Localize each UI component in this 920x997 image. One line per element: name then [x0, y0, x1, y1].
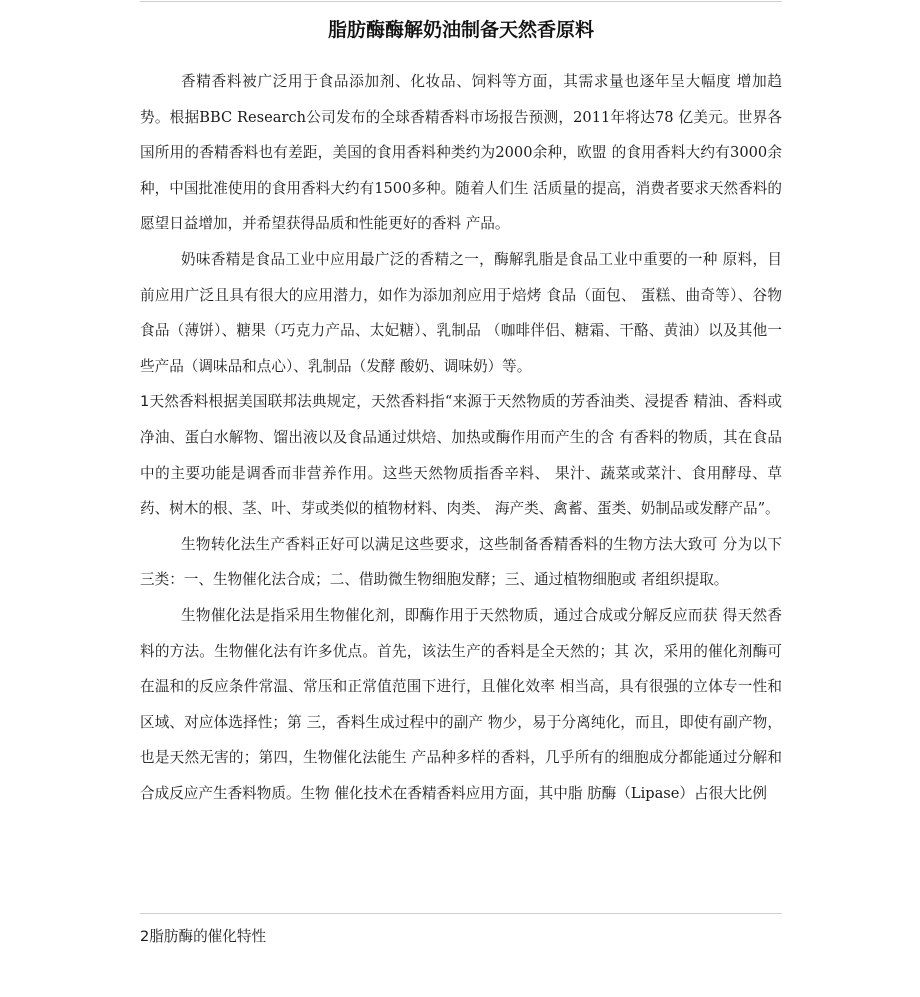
- document-title: 脂肪酶酶解奶油制备天然香原料: [327, 18, 594, 41]
- paragraph-fragrance-market: 香精香料被广泛用于食品添加剂、化妆品、饲料等方面，其需求量也逐年呈大幅度 增加趋势。根据BBC Research公司发布的全球香精香料市场报告预测，2011年将达78 亿美元。世界各国所用的香精香料也有差距，美国的食用香料种类约为2000余种，欧盟 的食用香料大约有3000余种，中国批准使用的食用香料大约有1500多种。随着人们生 活质量的提高，消费者要求天然香料的愿望日益增加，并希望获得品质和性能更好的香料 产品。: [140, 73, 782, 233]
- paragraph-biocatalysis: 生物催化法是指采用生物催化剂，即酶作用于天然物质，通过合成或分解反应而获 得天然香料的方法。生物催化法有许多优点。首先，该法生产的香料是全天然的；其 次，采用的催化剂酶可在温和的反应条件常温、常压和正常值范围下进行，且催化效率 相当高，具有很强的立体专一性和区域、对应体选择性；第 三，香料生成过程中的副产 物少，易于分离纯化，而且，即使有副产物，也是天然无害的；第四，生物催化法能生 产品种多样的香料，几乎所有的细胞成分都能通过分解和合成反应产生香料物质。生物 催化技术在香精香料应用方面，其中脂 肪酶（Lipase）占很大比例: [140, 606, 782, 802]
- top-rule: [140, 1, 782, 2]
- document-body: [140, 64, 782, 811]
- paragraph-natural-flavor-text: 天然香料根据美国联邦法典规定，天然香料指“来源于天然物质的芳香油类、浸提香 精油、香料或净油、蛋白水解物、馏出液以及食品通过烘焙、加热或酶作用而产生的含 有香料的物质，其在食品中的主要功能是调香而非营养作用。这些天然物质指香辛料、 果汁、蔬菜或菜汁、食用酵母、草药、树木的根、茎、叶、芽或类似的植物材料、肉类、 海产类、禽蓄、蛋类、奶制品或发酵产品”。: [140, 393, 782, 518]
- section-heading: [140, 926, 266, 948]
- section-heading-text: 脂肪酶的催化特性: [149, 928, 267, 945]
- paragraph-natural-flavor-definition: [140, 384, 782, 526]
- bottom-rule: [140, 913, 782, 914]
- section-heading-number: 2: [140, 928, 150, 945]
- section-number: 1: [140, 393, 150, 411]
- paragraph-biotransformation: 生物转化法生产香料正好可以满足这些要求，这些制备香精香料的生物方法大致可 分为以下三类：一、生物催化法合成；二、借助微生物细胞发酵；三、通过植物细胞或 者组织提取。: [140, 535, 782, 589]
- paragraph-milk-flavor: 奶味香精是食品工业中应用最广泛的香精之一，酶解乳脂是食品工业中重要的一种 原料，目前应用广泛且具有很大的应用潜力，如作为添加剂应用于焙烤 食品（面包、 蛋糕、曲奇等）、谷物食品（薄饼）、糖果（巧克力产品、太妃糖）、乳制品 （咖啡伴侣、糖霜、干酪、黄油）以及其他一些产品（调味品和点心）、乳制品（发酵 酸奶、调味奶）等。: [140, 250, 782, 375]
